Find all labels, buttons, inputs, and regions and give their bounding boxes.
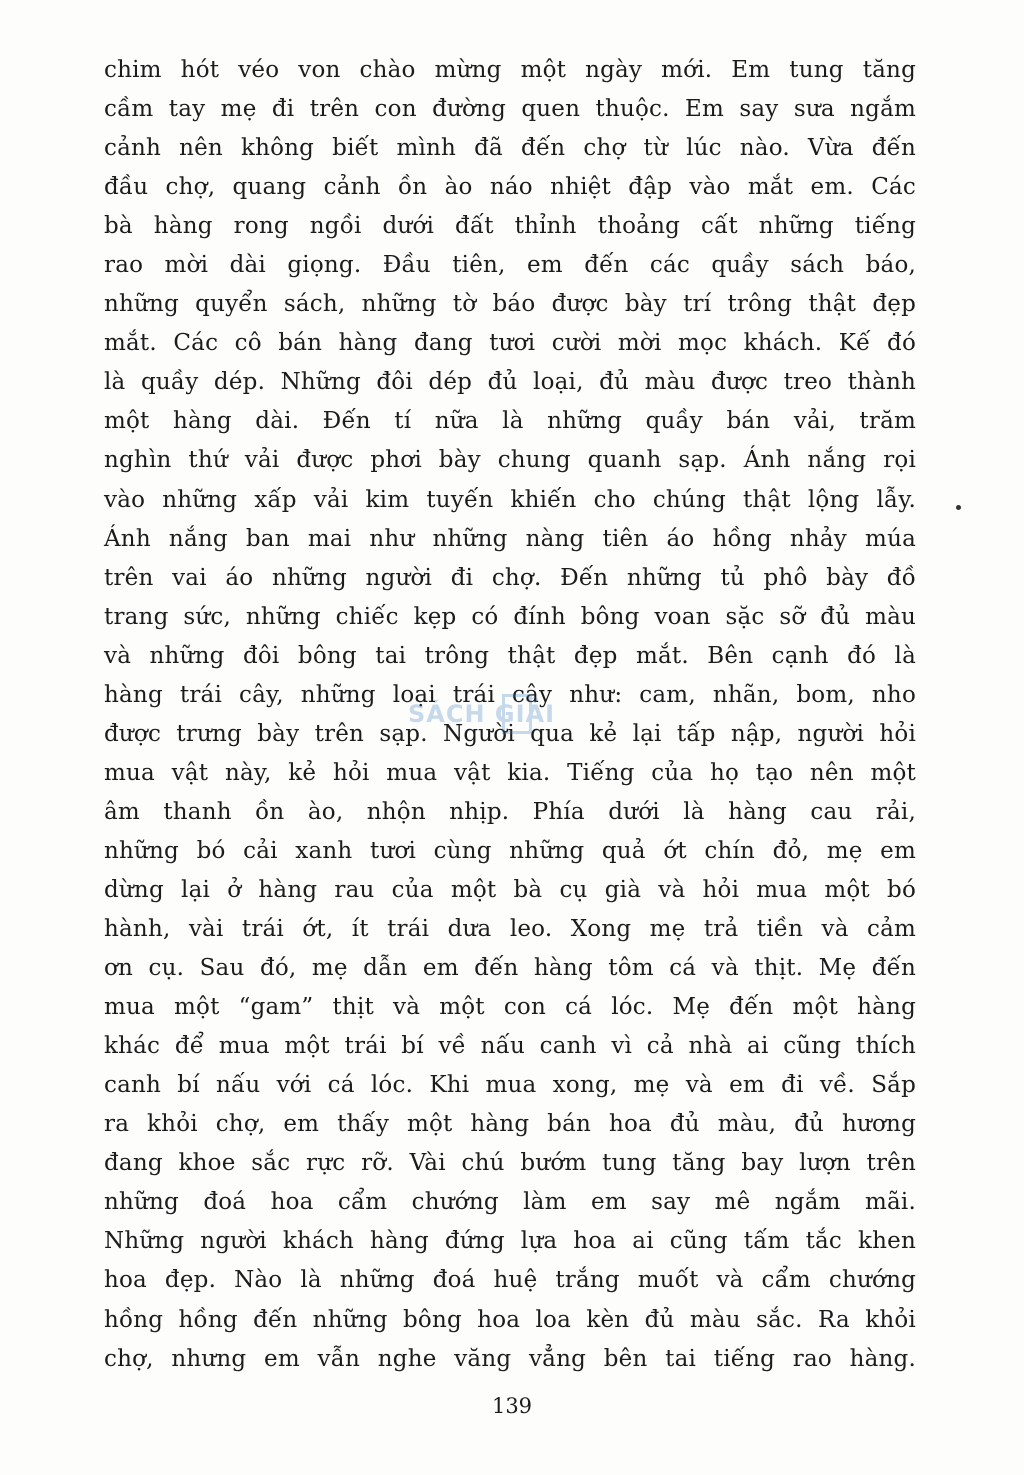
text-line: cầm tay mẹ đi trên con đường quen thuộc. Em say sưa ngắm — [104, 96, 916, 123]
text-line: hàng trái cây, những loại trái cây như: cam, nhãn, bom, nho — [104, 681, 916, 708]
text-line: vào những xấp vải kim tuyến khiến cho chúng thật lộng lẫy. — [104, 486, 916, 513]
text-line: những bó cải xanh tươi cùng những quả ớt chín đỏ, mẹ em — [104, 837, 916, 864]
text-line: trang sức, những chiếc kẹp có đính bông voan sặc sỡ đủ màu — [104, 603, 916, 630]
text-line: mua một “gam” thịt và một con cá lóc. Mẹ đến một hàng — [104, 994, 916, 1021]
text-line: Những người khách hàng đứng lựa hoa ai cũng tấm tắc khen — [104, 1228, 916, 1255]
text-line: mắt. Các cô bán hàng đang tươi cười mời mọc khách. Kế đó — [104, 330, 916, 357]
text-line: là quầy dép. Những đôi dép đủ loại, đủ màu được treo thành — [104, 369, 916, 396]
text-line: chợ, nhưng em vẫn nghe văng vẳng bên tai tiếng rao hàng. — [104, 1345, 916, 1372]
text-line: đầu chợ, quang cảnh ồn ào náo nhiệt đập vào mắt em. Các — [104, 174, 916, 201]
text-line: rao mời dài giọng. Đầu tiên, em đến các quầy sách báo, — [104, 252, 916, 279]
text-line: dừng lại ở hàng rau của một bà cụ già và hỏi mua một bó — [104, 876, 916, 903]
text-line: một hàng dài. Đến tí nữa là những quầy bán vải, trăm — [104, 408, 916, 435]
text-line: được trưng bày trên sạp. Người qua kẻ lại tấp nập, người hỏi — [104, 720, 916, 747]
text-line: ơn cụ. Sau đó, mẹ dẫn em đến hàng tôm cá và thịt. Mẹ đến — [104, 955, 916, 982]
text-line: âm thanh ồn ào, nhộn nhịp. Phía dưới là hàng cau rải, — [104, 798, 916, 825]
text-line: hành, vài trái ớt, ít trái dưa leo. Xong mẹ trả tiền và cảm — [104, 916, 916, 943]
text-line: cảnh nên không biết mình đã đến chợ từ lúc nào. Vừa đến — [104, 135, 916, 162]
text-line: ra khỏi chợ, em thấy một hàng bán hoa đủ màu, đủ hương — [104, 1111, 916, 1138]
text-line: những quyển sách, những tờ báo được bày trí trông thật đẹp — [104, 291, 916, 318]
watermark-text: SÁCH GIẢI — [408, 700, 556, 728]
text-line: mua vật này, kẻ hỏi mua vật kia. Tiếng của họ tạo nên một — [104, 759, 916, 786]
text-line: hoa đẹp. Nào là những đoá huệ trắng muốt và cẩm chướng — [104, 1267, 916, 1294]
page-number: 139 — [491, 1394, 533, 1418]
text-line: bà hàng rong ngồi dưới đất thỉnh thoảng cất những tiếng — [104, 213, 916, 240]
text-line: khác để mua một trái bí về nấu canh vì cả nhà ai cũng thích — [104, 1033, 916, 1060]
text-line: Ánh nắng ban mai như những nàng tiên áo hồng nhảy múa — [104, 525, 916, 552]
text-line: trên vai áo những người đi chợ. Đến những tủ phô bày đồ — [104, 564, 916, 591]
text-line: hồng hồng đến những bông hoa loa kèn đủ màu sắc. Ra khỏi — [104, 1306, 916, 1333]
text-line: những đoá hoa cẩm chướng làm em say mê ngắm mãi. — [104, 1189, 916, 1216]
ink-speck — [956, 505, 961, 510]
text-line: đang khoe sắc rực rỡ. Vài chú bướm tung tăng bay lượn trên — [104, 1150, 916, 1177]
text-line: chim hót véo von chào mừng một ngày mới. Em tung tăng — [104, 57, 916, 83]
text-line: nghìn thứ vải được phơi bày chung quanh sạp. Ánh nắng rọi — [104, 447, 916, 474]
body-text — [104, 51, 916, 1379]
text-line: và những đôi bông tai trông thật đẹp mắt. Bên cạnh đó là — [104, 642, 916, 669]
text-line: canh bí nấu với cá lóc. Khi mua xong, mẹ và em đi về. Sắp — [104, 1072, 916, 1099]
